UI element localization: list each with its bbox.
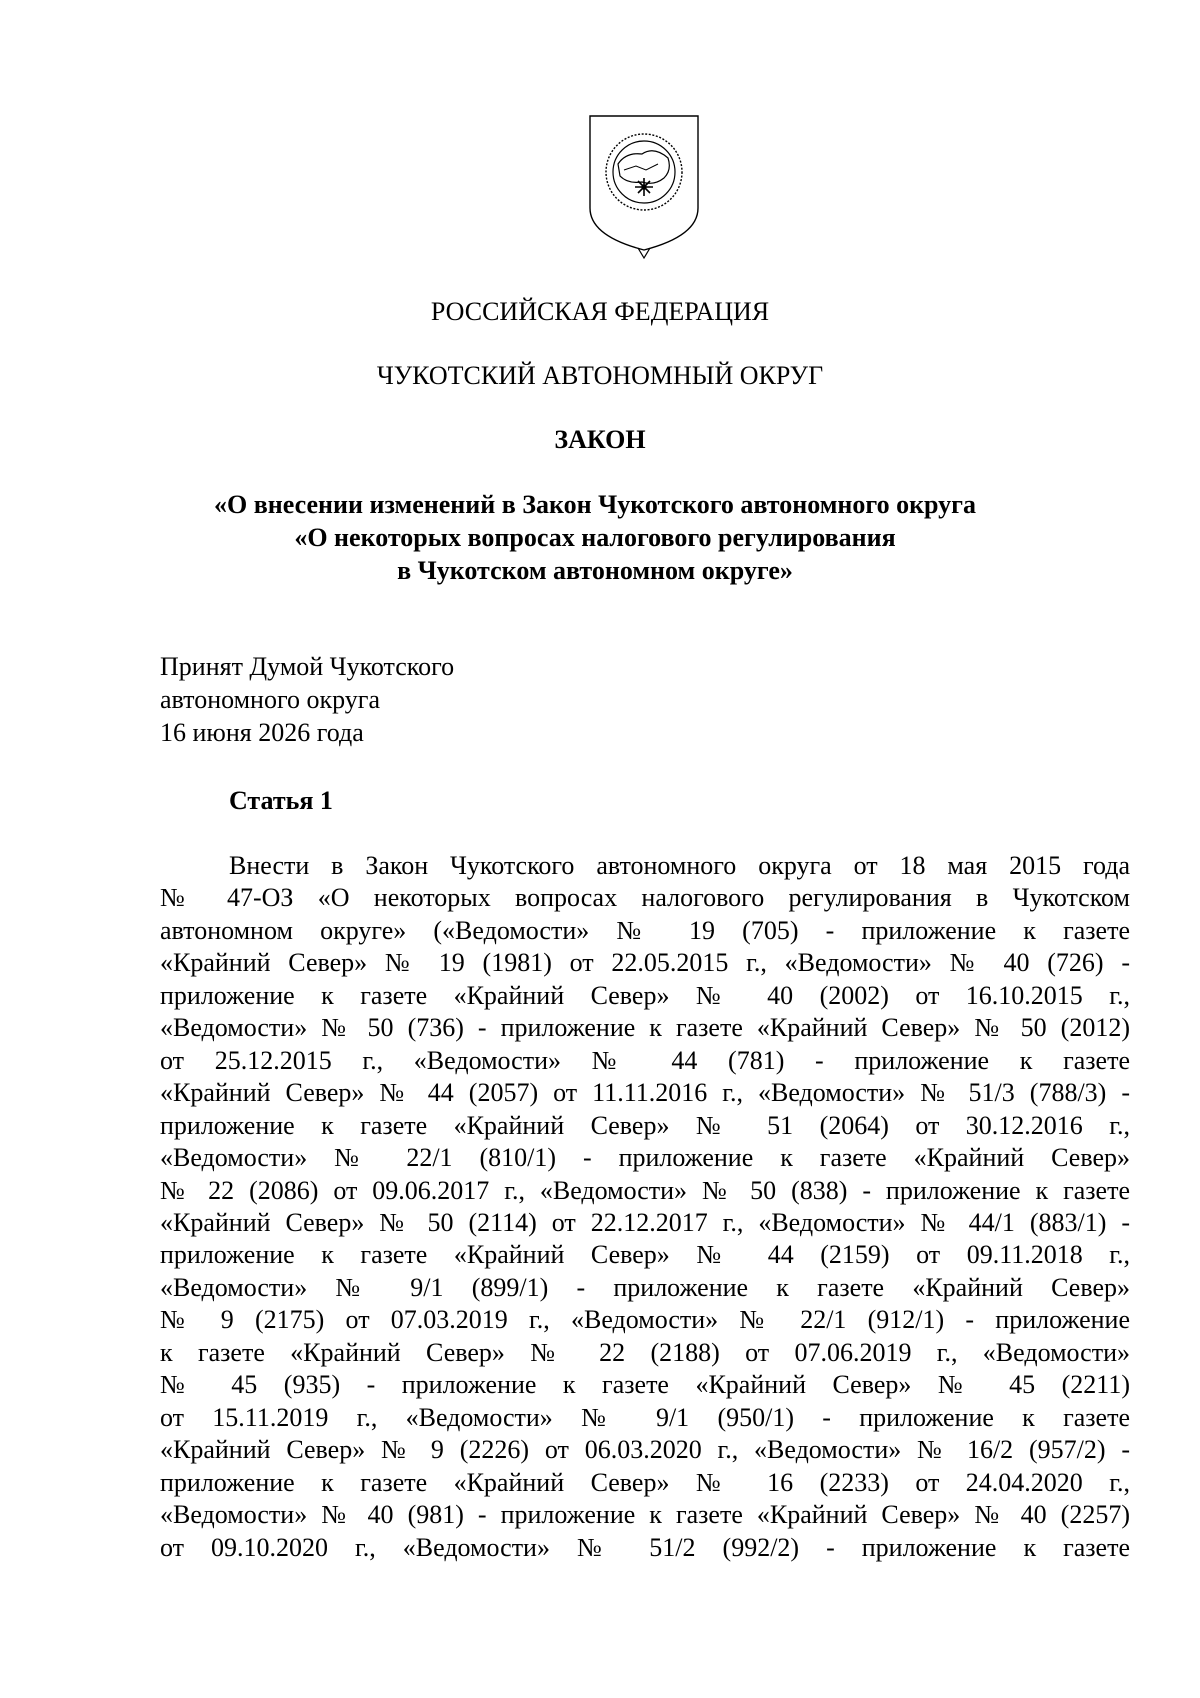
body-line: приложение к газете «Крайний Север» № 16 (2233) от 24.04.2020 г., <box>160 1467 1130 1497</box>
coat-of-arms-emblem <box>584 112 704 262</box>
article-heading: Статья 1 <box>229 786 333 815</box>
body-line: от 09.10.2020 г., «Ведомости» № 51/2 (992/2) - приложение к газете <box>160 1532 1130 1562</box>
body-line: «Крайний Север» № 50 (2114) от 22.12.2017 г., «Ведомости» № 44/1 (883/1) - <box>160 1207 1130 1237</box>
body-line: «Ведомости» № 40 (981) - приложение к газете «Крайний Север» № 40 (2257) <box>160 1500 1130 1530</box>
body-line: «Ведомости» № 22/1 (810/1) - приложение к газете «Крайний Север» <box>160 1143 1130 1173</box>
body-line: «Крайний Север» № 44 (2057) от 11.11.2016 г., «Ведомости» № 51/3 (788/3) - <box>160 1078 1130 1108</box>
document-type-heading: ЗАКОН <box>554 425 646 454</box>
adoption-line: автономного округа <box>160 685 380 714</box>
body-line: № 47-ОЗ «О некоторых вопросах налогового регулирования в Чукотском <box>160 883 1130 913</box>
body-line: «Ведомости» № 50 (736) - приложение к газете «Крайний Север» № 50 (2012) <box>160 1013 1130 1043</box>
law-title <box>0 488 1190 587</box>
body-line: автономном округе» («Ведомости» № 19 (705) - приложение к газете <box>160 915 1130 945</box>
law-title-line: «О внесении изменений в Закон Чукотского автономного округа <box>214 490 976 519</box>
adoption-line: Принят Думой Чукотского <box>160 652 455 681</box>
law-title-line: «О некоторых вопросах налогового регулирования <box>294 523 896 552</box>
body-line: № 9 (2175) от 07.03.2019 г., «Ведомости» № 22/1 (912/1) - приложение <box>160 1305 1130 1335</box>
body-line: «Крайний Север» № 19 (1981) от 22.05.2015 г., «Ведомости» № 40 (726) - <box>160 948 1130 978</box>
article-body <box>160 850 1130 1564</box>
body-line: приложение к газете «Крайний Север» № 51 (2064) от 30.12.2016 г., <box>160 1110 1130 1140</box>
body-line: от 25.12.2015 г., «Ведомости» № 44 (781) - приложение к газете <box>160 1045 1130 1075</box>
law-title-line: в Чукотском автономном округе» <box>397 556 793 585</box>
body-line: приложение к газете «Крайний Север» № 40 (2002) от 16.10.2015 г., <box>160 980 1130 1010</box>
body-line: к газете «Крайний Север» № 22 (2188) от 07.06.2019 г., «Ведомости» <box>160 1337 1130 1367</box>
country-heading: РОССИЙСКАЯ ФЕДЕРАЦИЯ <box>430 297 770 326</box>
body-line: «Ведомости» № 9/1 (899/1) - приложение к газете «Крайний Север» <box>160 1272 1130 1302</box>
body-line: «Крайний Север» № 9 (2226) от 06.03.2020 г., «Ведомости» № 16/2 (957/2) - <box>160 1435 1130 1465</box>
adoption-date: 16 июня 2026 года <box>160 718 364 747</box>
body-line: от 15.11.2019 г., «Ведомости» № 9/1 (950/1) - приложение к газете <box>160 1402 1130 1432</box>
body-line: приложение к газете «Крайний Север» № 44 (2159) от 09.11.2018 г., <box>160 1240 1130 1270</box>
region-heading: ЧУКОТСКИЙ АВТОНОМНЫЙ ОКРУГ <box>376 361 824 390</box>
body-line: № 45 (935) - приложение к газете «Крайний Север» № 45 (2211) <box>160 1370 1130 1400</box>
adoption-block <box>160 650 454 749</box>
body-line: № 22 (2086) от 09.06.2017 г., «Ведомости» № 50 (838) - приложение к газете <box>160 1175 1130 1205</box>
body-line: Внести в Закон Чукотского автономного округа от 18 мая 2015 года <box>229 851 1130 880</box>
